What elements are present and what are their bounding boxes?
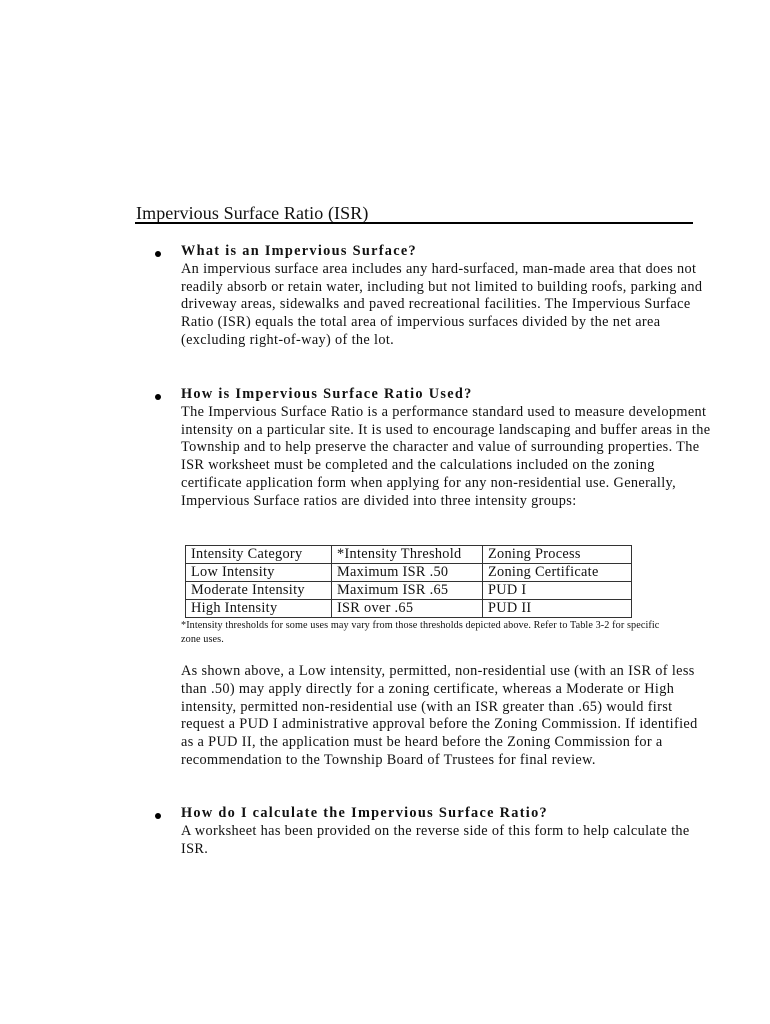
intensity-table bbox=[185, 545, 632, 618]
table-cell: ISR over .65 bbox=[332, 600, 483, 618]
section-isr-usage bbox=[181, 386, 711, 511]
section-heading: How is Impervious Surface Ratio Used? bbox=[181, 386, 473, 402]
section-impervious-surface bbox=[181, 243, 711, 350]
table-cell: Zoning Certificate bbox=[483, 564, 632, 582]
explanation-paragraph: As shown above, a Low intensity, permitted, non-residential use (with an ISR of less than .50) may apply directly for a zoning certificate, whereas a Moderate or High intensity, permitted non-residential use (with an ISR greater than .65) would first request a PUD I administrative approval before the Zoning Commission. If identified as a PUD II, the application must be heard before the Zoning Commission for a recommendation to the Township Board of Trustees for final review. bbox=[181, 663, 698, 768]
table-header-cell: *Intensity Threshold bbox=[332, 546, 483, 564]
bullet-icon bbox=[155, 391, 165, 401]
section-body: The Impervious Surface Ratio is a performance standard used to measure development intensity on a particular site. It is used to encourage landscaping and buffer areas in the Township and to help preserve the character and value of surrounding properties. The ISR worksheet must be completed and the calculations included on the zoning certificate application form when applying for any non-residential use. Generally, Impervious Surface ratios are divided into three intensity groups: bbox=[181, 403, 711, 509]
section-heading: How do I calculate the Impervious Surface Ratio? bbox=[181, 805, 548, 821]
table-header-row bbox=[186, 546, 632, 564]
table-row bbox=[186, 600, 632, 618]
table-cell: Maximum ISR .50 bbox=[332, 564, 483, 582]
table-cell: PUD II bbox=[483, 600, 632, 618]
table-cell: Maximum ISR .65 bbox=[332, 582, 483, 600]
table-header-cell: Zoning Process bbox=[483, 546, 632, 564]
bullet-icon bbox=[155, 810, 165, 820]
page-title: Impervious Surface Ratio (ISR) bbox=[136, 203, 369, 223]
table-cell: PUD I bbox=[483, 582, 632, 600]
table-footnote: *Intensity thresholds for some uses may vary from those thresholds depicted above. Refer to Table 3-2 for specific zone uses. bbox=[181, 620, 660, 645]
table-header-cell: Intensity Category bbox=[186, 546, 332, 564]
table-cell: Low Intensity bbox=[186, 564, 332, 582]
section-calculate-isr bbox=[181, 805, 711, 858]
table-cell: High Intensity bbox=[186, 600, 332, 618]
table-cell: Moderate Intensity bbox=[186, 582, 332, 600]
section-body: An impervious surface area includes any hard-surfaced, man-made area that does not readily absorb or retain water, including but not limited to building roofs, parking and driveway areas, sidewalks and paved recreational facilities. The Impervious Surface Ratio (ISR) equals the total area of impervious surfaces divided by the net area (excluding right-of-way) of the lot. bbox=[181, 260, 703, 348]
bullet-icon bbox=[155, 248, 165, 258]
section-body: A worksheet has been provided on the reverse side of this form to help calculate the ISR. bbox=[181, 822, 690, 857]
table-row bbox=[186, 582, 632, 600]
title-divider bbox=[135, 222, 693, 224]
section-heading: What is an Impervious Surface? bbox=[181, 243, 417, 259]
table-row bbox=[186, 564, 632, 582]
